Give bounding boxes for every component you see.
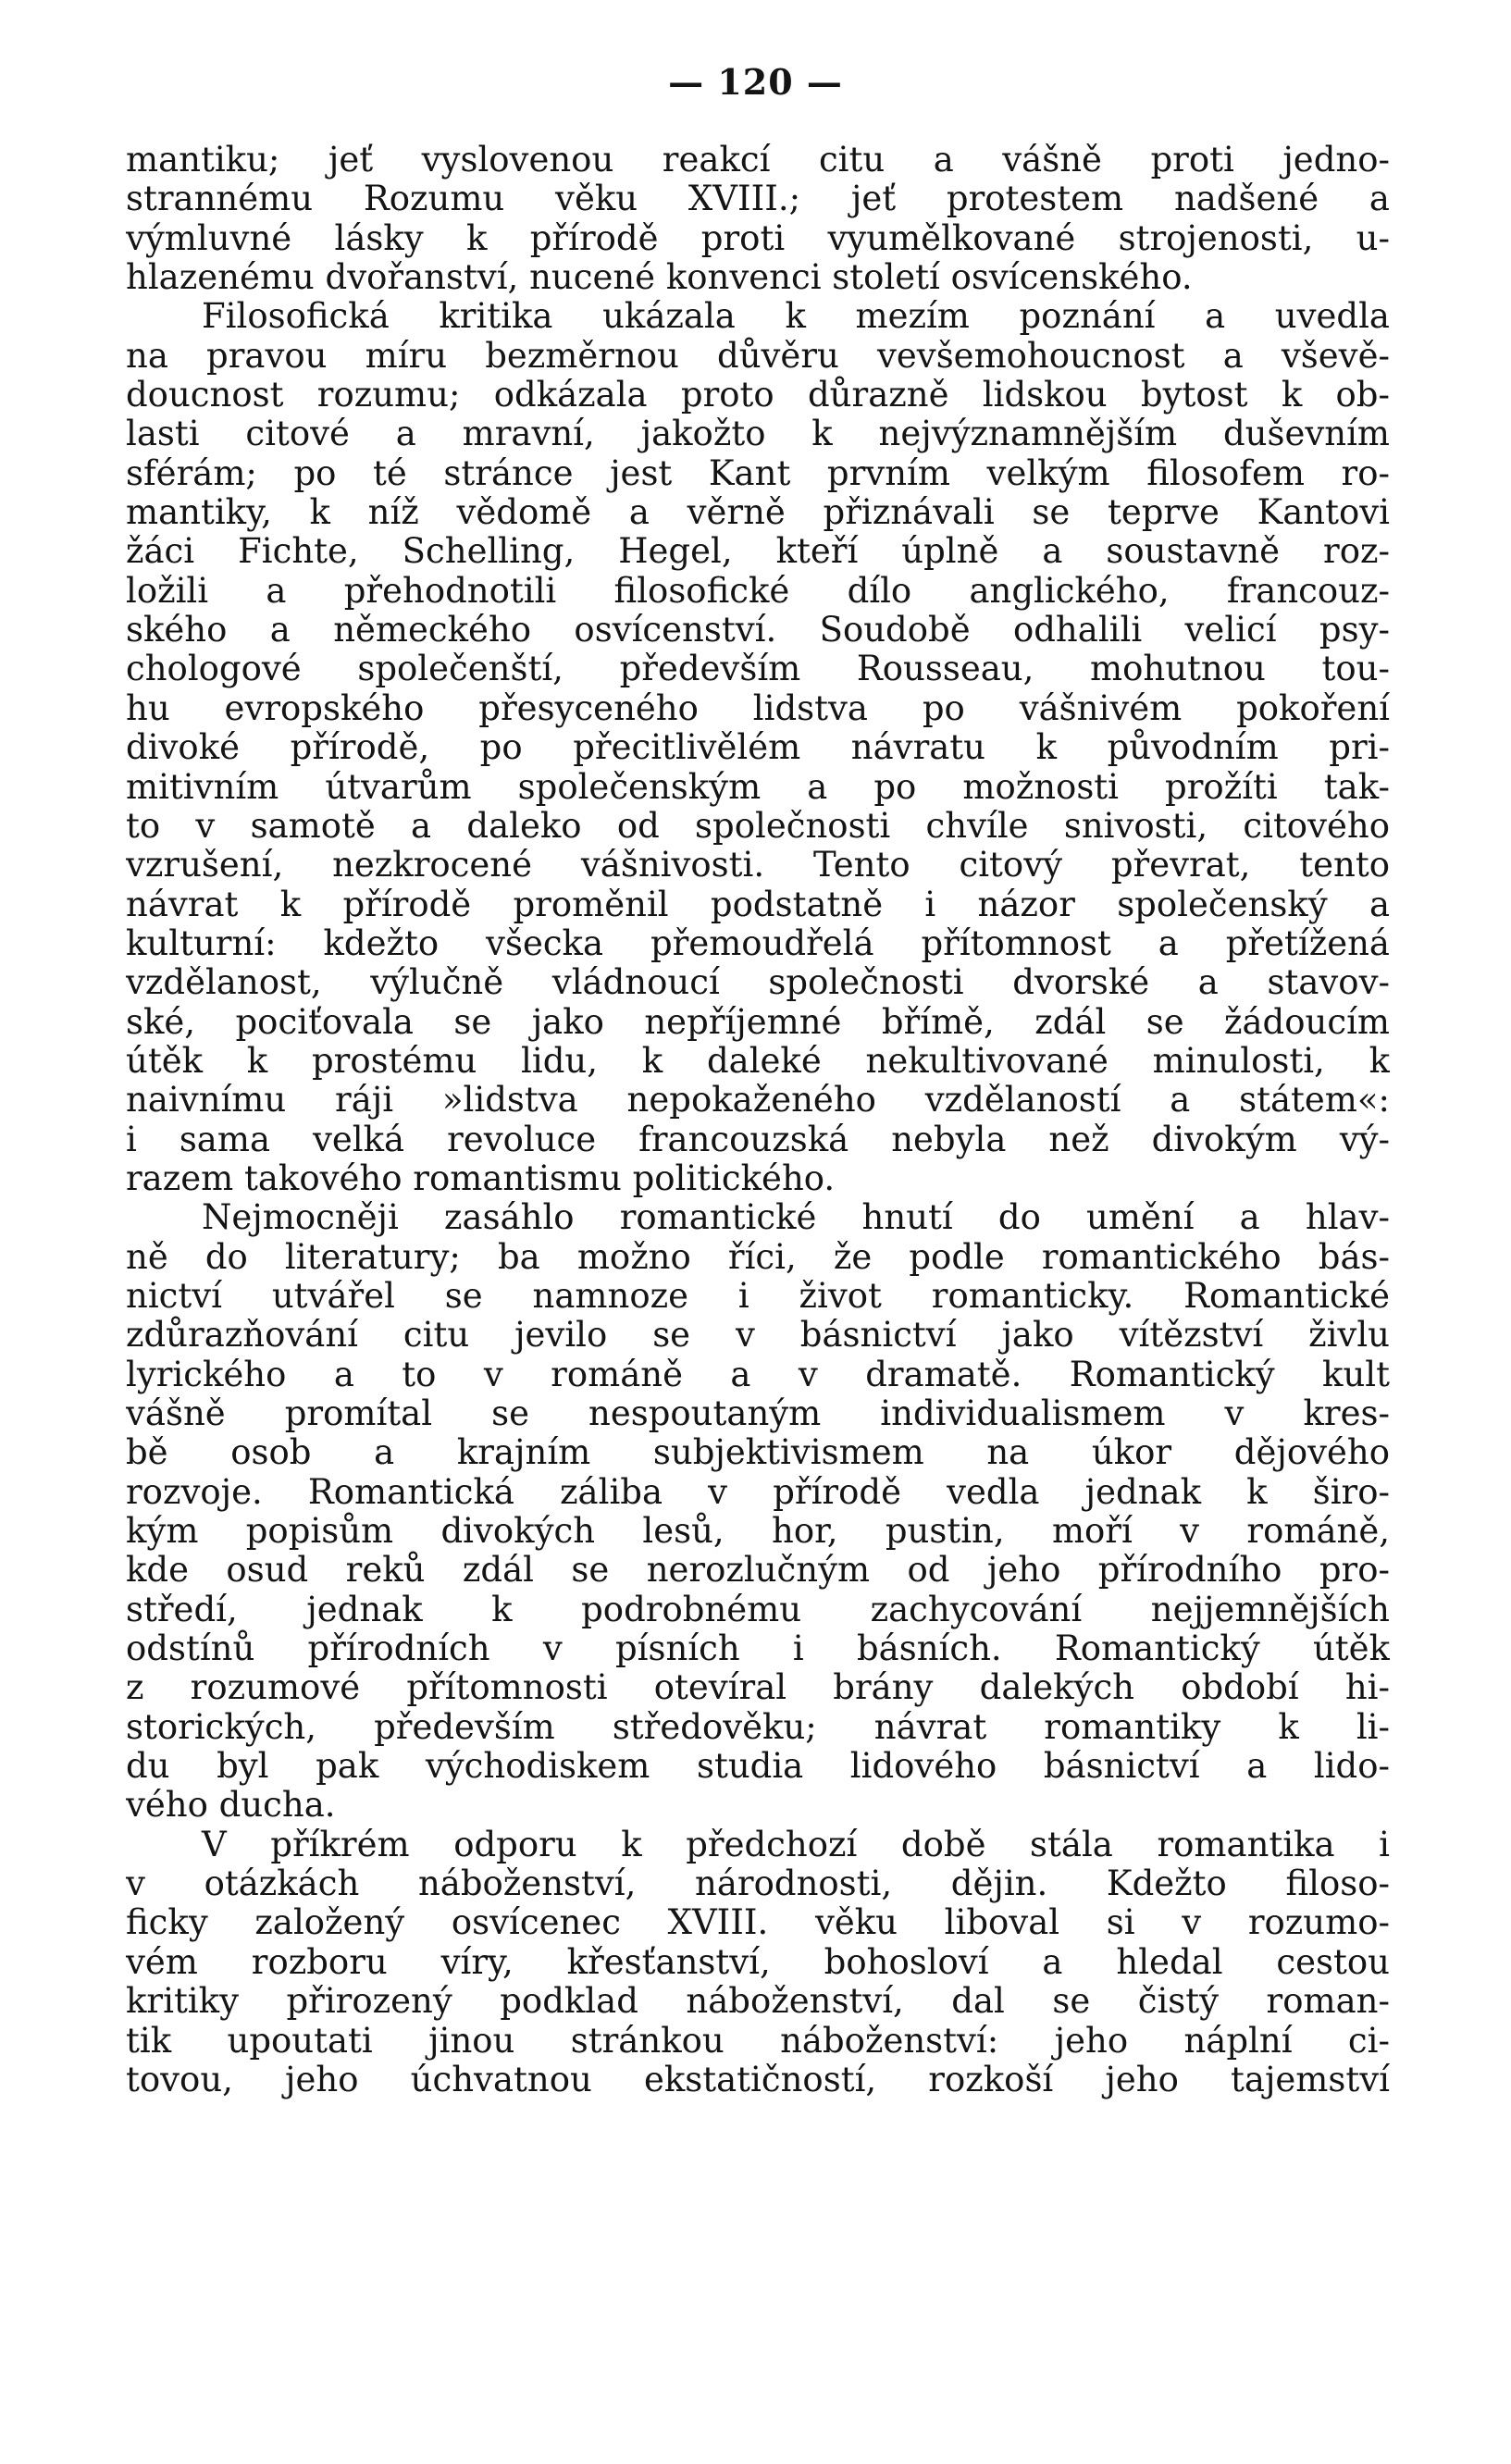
text-line: rozvoje. Romantická záliba v přírodě vedla jednak k širo- <box>126 1472 1390 1512</box>
text-line: lyrického a to v románě a v dramatě. Romantický kult <box>126 1355 1390 1394</box>
text-line: ského a německého osvícenství. Soudobě odhalili velicí psy- <box>126 611 1390 650</box>
text-line: bě osob a krajním subjektivismem na úkor dějového <box>126 1433 1390 1473</box>
text-line: hu evropského přesyceného lidstva po vášnivém pokoření <box>126 688 1390 728</box>
text-line: doucnost rozumu; odkázala proto důrazně lidskou bytost k ob- <box>126 376 1390 415</box>
text-line: návrat k přírodě proměnil podstatně i názor společenský a <box>126 885 1390 924</box>
text-line: na pravou míru bezměrnou důvěru vevšemohoucnost a vševě- <box>126 336 1390 376</box>
text-line: divoké přírodě, po přecitlivělém návratu k původním pri- <box>126 728 1390 768</box>
text-line: mitivním útvarům společenským a po možnosti prožíti tak- <box>126 767 1390 807</box>
text-line: žáci Fichte, Schelling, Hegel, kteří úplně a soustavně roz- <box>126 532 1390 572</box>
text-line: hlazenému dvořanství, nucené konvenci století osvícenského. <box>126 258 1193 298</box>
text-line: tovou, jeho úchvatnou ekstatičností, rozkoší jeho tajemství <box>126 2060 1390 2099</box>
text-line: naivnímu ráji »lidstva nepokaženého vzdělaností a státem«: <box>126 1081 1390 1121</box>
text-line: ficky založený osvícenec XVIII. věku liboval si v rozumo- <box>126 1903 1390 1943</box>
text-line: kritiky přirozený podklad náboženství, dal se čistý roman- <box>126 1982 1390 2022</box>
text-line: kým popisům divokých lesů, hor, pustin, moří v románě, <box>126 1512 1390 1552</box>
text-line: mantiku; jeť vyslovenou reakcí citu a vášně proti jedno- <box>126 141 1390 180</box>
text-line: zdůrazňování citu jevilo se v básnictví jako vítězství živlu <box>126 1316 1390 1356</box>
page-number: — 120 — <box>668 61 843 103</box>
body-text <box>126 141 1390 2099</box>
text-line: lasti citové a mravní, jakožto k nejvýznamnějším duševním <box>126 415 1390 454</box>
text-line: ské, pociťovala se jako nepříjemné břímě, zdál se žádoucím <box>126 1002 1390 1042</box>
text-line: sférám; po té stránce jest Kant prvním velkým filosofem ro- <box>126 453 1390 493</box>
text-line: kulturní: kdežto všecka přemoudřelá přítomnost a přetížená <box>126 923 1390 963</box>
text-line: vášně promítal se nespoutaným individualismem v kres- <box>126 1394 1390 1433</box>
text-line: chologové společenští, především Rousseau, mohutnou tou- <box>126 650 1390 689</box>
text-line: Nejmocněji zasáhlo romantické hnutí do umění a hlav- <box>202 1198 1390 1238</box>
text-line: středí, jednak k podrobnému zachycování nejjemnějších <box>126 1590 1390 1629</box>
text-line: vého ducha. <box>126 1786 336 1826</box>
text-line: nictví utvářel se namnoze i život romanticky. Romantické <box>126 1276 1390 1316</box>
text-line: mantiky, k níž vědomě a věrně přiznávali se teprve Kantovi <box>126 493 1390 533</box>
text-line: vzdělanost, výlučně vládnoucí společnosti dvorské a stavov- <box>126 963 1390 1003</box>
text-line: razem takového romantismu politického. <box>126 1158 836 1198</box>
text-line: v otázkách náboženství, národnosti, dějin. Kdežto filoso- <box>126 1864 1390 1904</box>
text-line: strannému Rozumu věku XVIII.; jeť protestem nadšené a <box>126 180 1390 219</box>
text-line: V příkrém odporu k předchozí době stála romantika i <box>202 1825 1390 1864</box>
text-line: vzrušení, nezkrocené vášnivosti. Tento citový převrat, tento <box>126 846 1390 885</box>
text-line: storických, především středověku; návrat romantiky k li- <box>126 1707 1390 1747</box>
text-line: Filosofická kritika ukázala k mezím poznání a uvedla <box>202 297 1390 337</box>
text-line: ložili a přehodnotili filosofické dílo anglického, francouz- <box>126 571 1390 611</box>
text-line: tik upoutati jinou stránkou náboženství: jeho náplní ci- <box>126 2021 1390 2061</box>
text-line: kde osud reků zdál se nerozlučným od jeho přírodního pro- <box>126 1551 1390 1591</box>
text-line: z rozumové přítomnosti otevíral brány dalekých období hi- <box>126 1668 1390 1708</box>
text-line: ně do literatury; ba možno říci, že podle romantického bás- <box>126 1237 1390 1277</box>
text-line: du byl pak východiskem studia lidového básnictví a lido- <box>126 1747 1390 1787</box>
text-line: vém rozboru víry, křesťanství, bohosloví a hledal cestou <box>126 1942 1390 1982</box>
text-line: výmluvné lásky k přírodě proti vyumělkované strojenosti, u- <box>126 218 1390 258</box>
text-line: to v samotě a daleko od společnosti chvíle snivosti, citového <box>126 806 1390 846</box>
text-line: útěk k prostému lidu, k daleké nekultivované minulosti, k <box>126 1041 1390 1081</box>
text-line: odstínů přírodních v písních i básních. Romantický útěk <box>126 1629 1390 1669</box>
text-line: i sama velká revoluce francouzská nebyla než divokým vý- <box>126 1120 1390 1159</box>
